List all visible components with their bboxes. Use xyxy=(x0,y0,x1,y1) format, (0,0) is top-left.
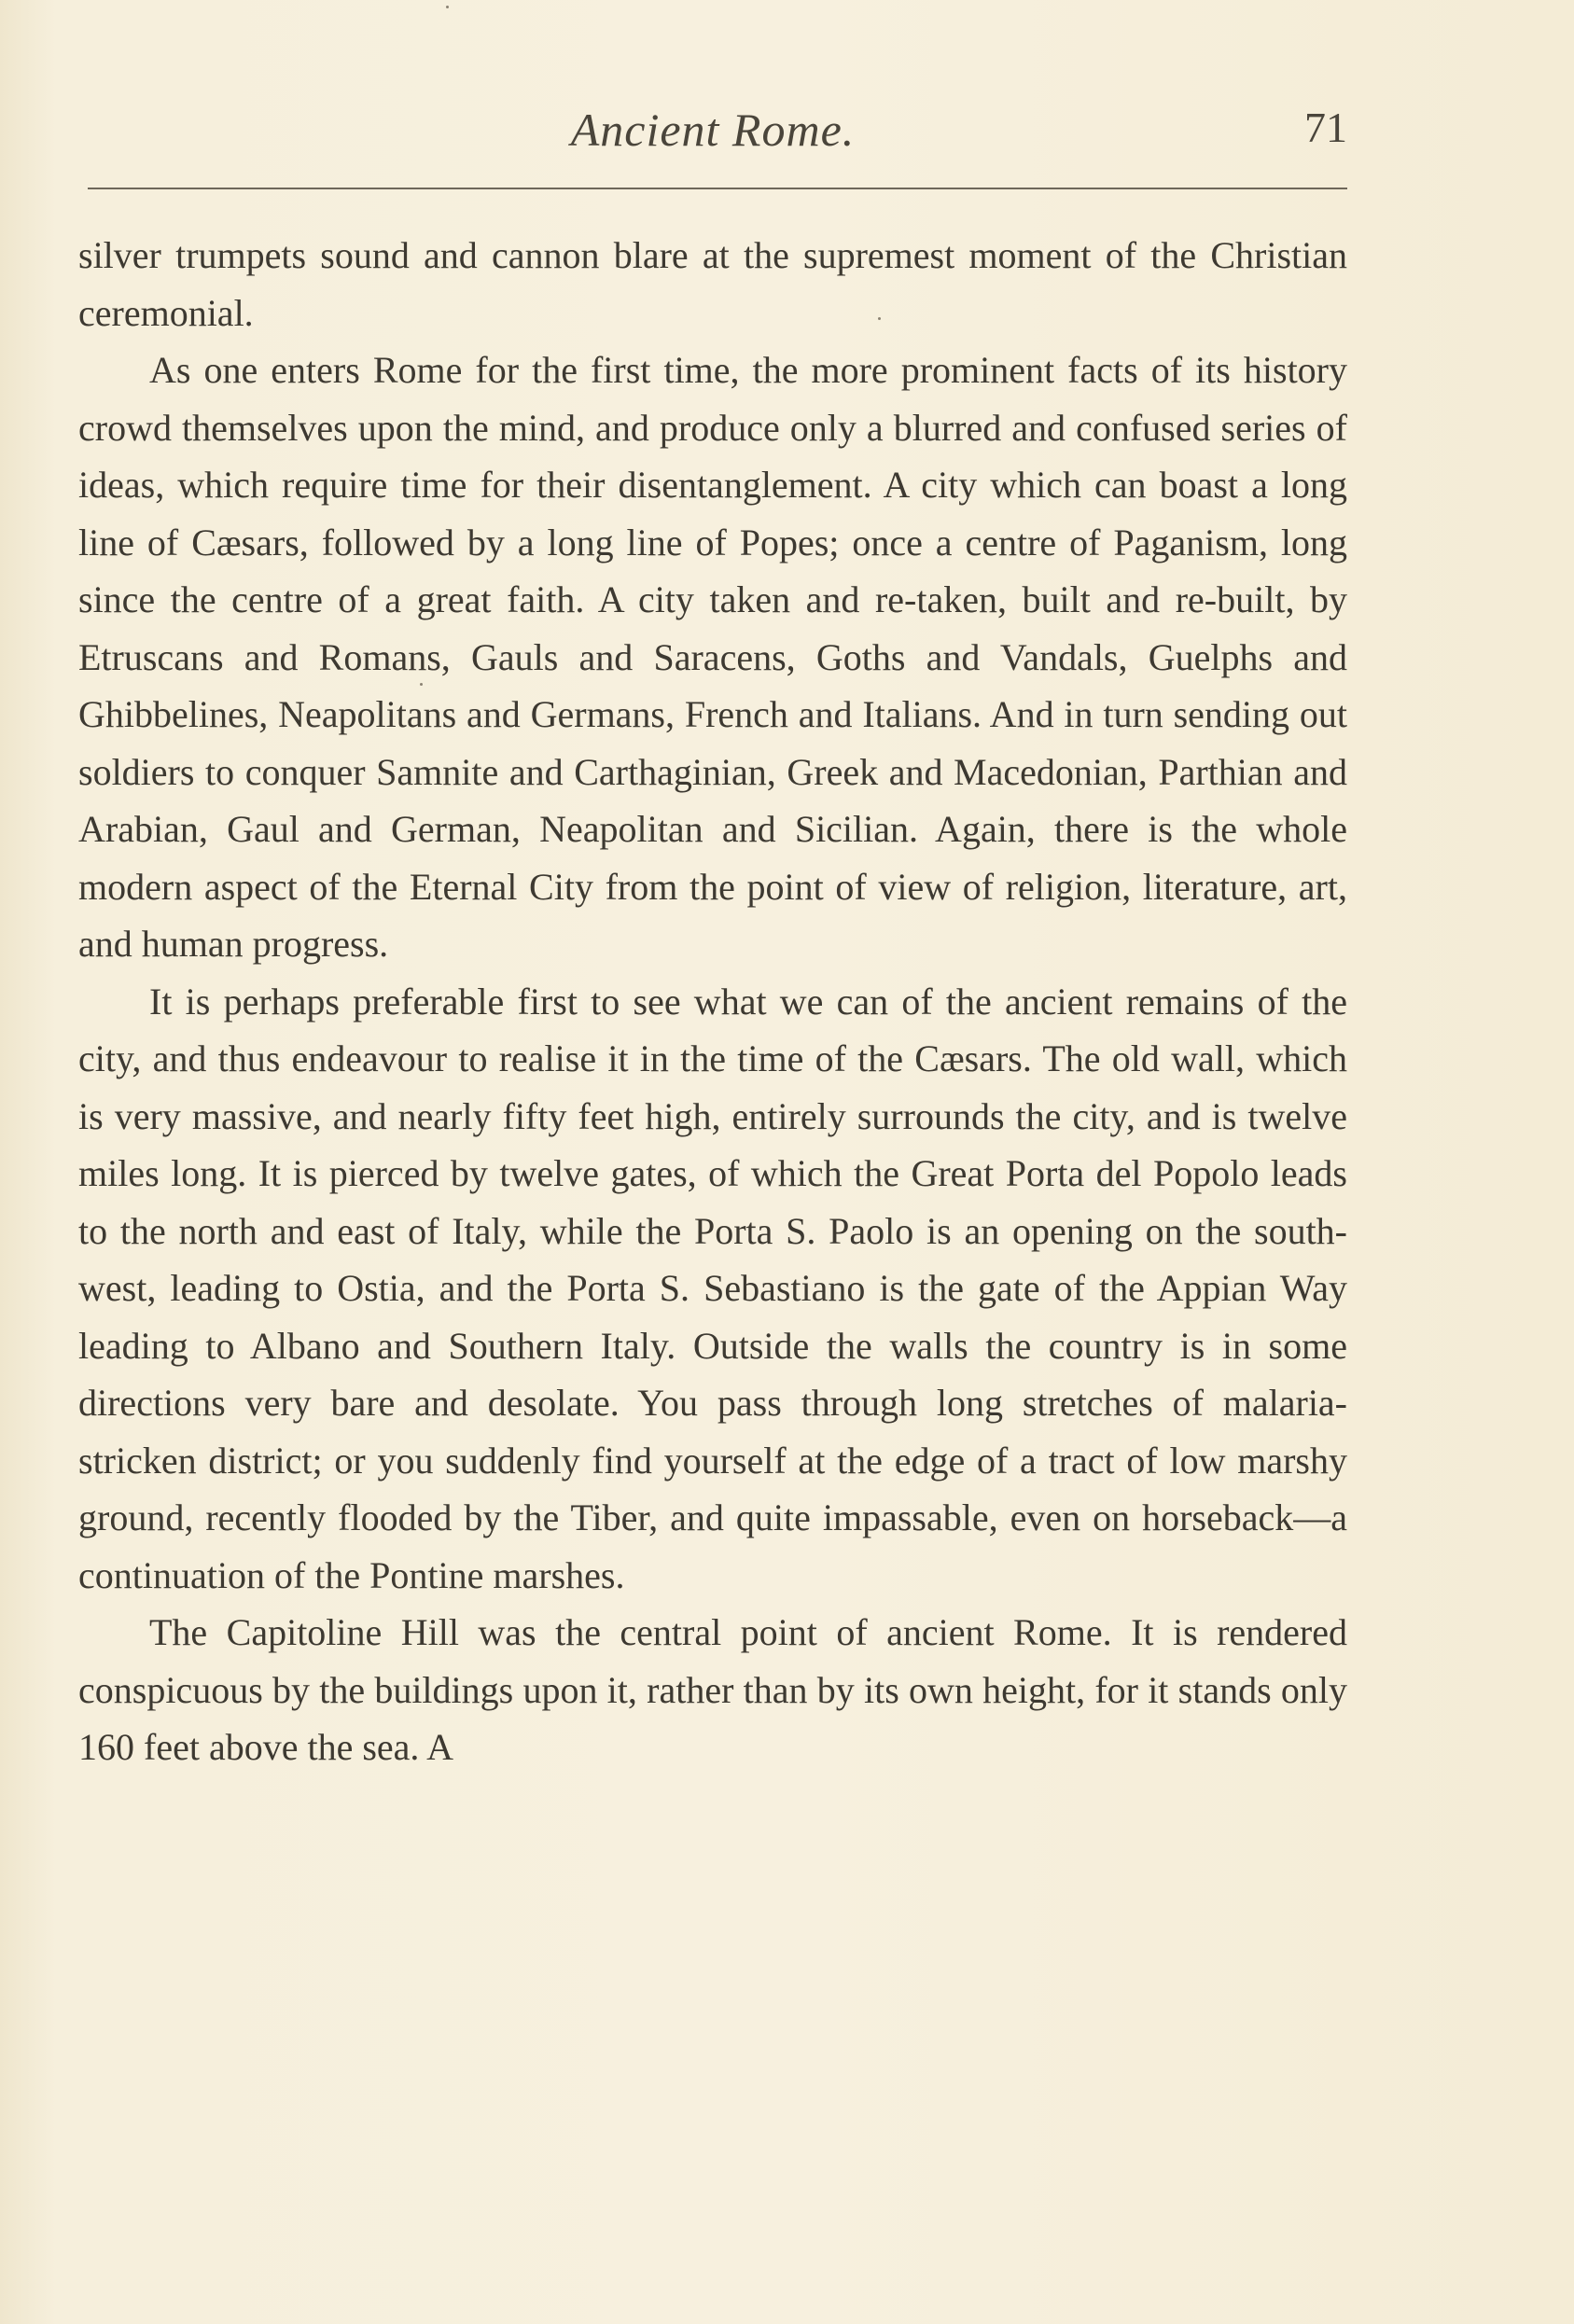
paragraph: As one enters Rome for the first time, the more prominent facts of its history crowd themselves upon the mind, and produce only a blurred and confused series of ideas, which require time for their disentanglement. A city which can boast a long line of Cæsars, followed by a long line of Popes; once a centre of Paganism, long since the centre of a great faith. A city taken and re-taken, built and re-built, by Etruscans and Romans, Gauls and Saracens, Goths and Vandals, Guelphs and Ghibbelines, Neapolitans and Germans, French and Italians. And in turn sending out soldiers to conquer Samnite and Carthaginian, Greek and Macedonian, Parthian and Arabian, Gaul and German, Neapolitan and Sicilian. Again, there is the whole modern aspect of the Eternal City from the point of view of religion, literature, art, and human progress. xyxy=(78,349,1347,965)
page-number: 71 xyxy=(1304,104,1347,151)
paragraph-continued: silver trumpets sound and cannon blare at the supremest moment of the Christian ceremonial. xyxy=(78,234,1347,334)
paragraph: The Capitoline Hill was the central point of ancient Rome. It is rendered conspicuous by the buildings upon it, rather than by its own height, for it stands only 160 feet above the sea. A xyxy=(78,1611,1347,1768)
book-page xyxy=(78,103,1347,1768)
running-title: Ancient Rome. xyxy=(570,104,856,156)
paper-speck xyxy=(446,6,449,8)
paper-speck xyxy=(878,317,881,320)
paper-speck xyxy=(420,683,423,686)
body-text xyxy=(78,227,1347,1776)
header-rule xyxy=(88,188,1347,189)
paragraph: It is perhaps preferable first to see what we can of the ancient remains of the city, and thus endeavour to realise it in the time of the Cæsars. The old wall, which is very massive, and nearly fifty feet high, entirely surrounds the city, and is twelve miles long. It is pierced by twelve gates, of which the Great Porta del Popolo leads to the north and east of Italy, while the Porta S. Paolo is an opening on the south-west, leading to Ostia, and the Porta S. Sebastiano is the gate of the Appian Way leading to Albano and Southern Italy. Outside the walls the country is in some directions very bare and desolate. You pass through long stretches of malaria-stricken district; or you suddenly find yourself at the edge of a tract of low marshy ground, recently flooded by the Tiber, and quite impassable, even on horseback—a continuation of the Pontine marshes. xyxy=(78,980,1347,1596)
running-head xyxy=(78,103,1347,177)
